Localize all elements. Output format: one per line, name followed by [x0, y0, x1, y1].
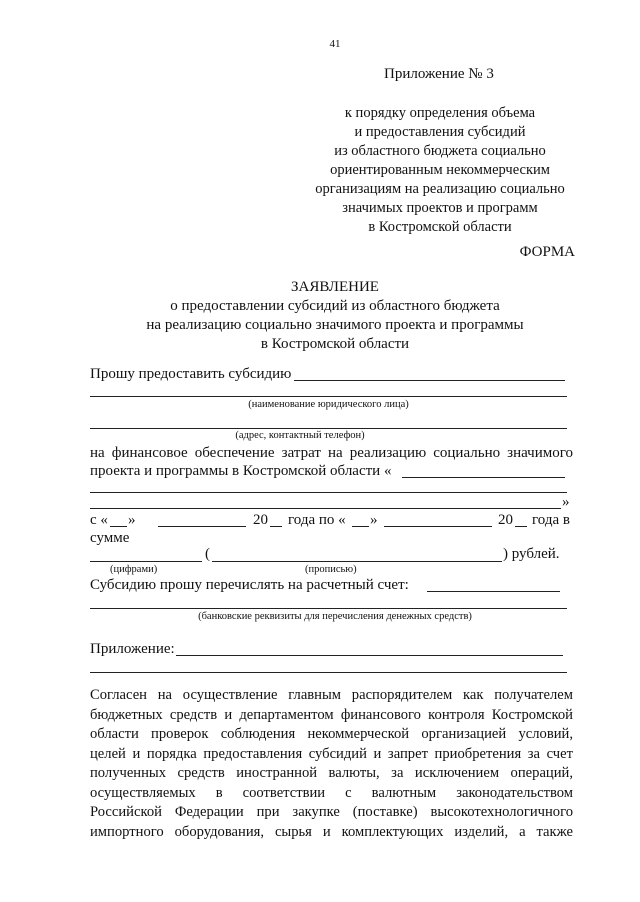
- account-label: Субсидию прошу перечислять на расчетный счет:: [90, 577, 409, 593]
- org-caption: (наименование юридического лица): [248, 399, 409, 410]
- amount-words-field[interactable]: [212, 561, 502, 562]
- page-number: 41: [329, 38, 341, 50]
- date-to-month-field[interactable]: [384, 526, 492, 527]
- bank-caption: (банковские реквизиты для перечисления денежных средств): [198, 611, 472, 622]
- attachment-label: Приложение:: [90, 641, 175, 657]
- appendix-line: организациям на реализацию социально: [315, 181, 565, 197]
- attachment-field[interactable]: [176, 655, 563, 656]
- year-prefix-1: 20: [253, 512, 268, 528]
- title-heading: ЗАЯВЛЕНИЕ: [291, 279, 379, 295]
- consent-line: Российской Федерации при закупке (поставке) высокотехнологичного: [90, 804, 573, 820]
- appendix-subtitle: [300, 104, 580, 237]
- date-from-start: с «: [90, 512, 108, 528]
- date-to-year-field[interactable]: [515, 526, 527, 527]
- appendix-line: в Костромской области: [368, 219, 512, 235]
- address-field[interactable]: [90, 428, 567, 429]
- close-quote: »: [562, 494, 570, 510]
- appendix-line: ориентированным некоммерческим: [330, 162, 550, 178]
- project-name-field[interactable]: [402, 477, 565, 478]
- request-label: Прошу предоставить субсидию: [90, 366, 292, 382]
- consent-line: целей и порядка предоставления субсидий и запрет приобретения за счет: [90, 745, 573, 762]
- date-from-day-field[interactable]: [110, 526, 127, 527]
- amount-close: ) рублей.: [503, 546, 560, 562]
- consent-line: осуществляемых в соответствии с валютным законодательством: [90, 784, 573, 801]
- date-to-day-field[interactable]: [352, 526, 369, 527]
- appendix-line: значимых проектов и программ: [342, 200, 538, 216]
- digits-caption: (цифрами): [110, 564, 158, 575]
- date-from-month-field[interactable]: [158, 526, 246, 527]
- words-caption: (прописью): [305, 564, 357, 575]
- address-caption: (адрес, контактный телефон): [235, 430, 365, 441]
- consent-paragraph: [90, 686, 573, 842]
- form-label: ФОРМА: [519, 244, 575, 260]
- appendix-title: Приложение № 3: [384, 66, 494, 82]
- date-to-end: »: [370, 512, 378, 528]
- title-line: в Костромской области: [260, 336, 410, 352]
- consent-line: Согласен на осуществление главным распорядителем как получателем: [90, 687, 573, 703]
- account-field-line2[interactable]: [90, 608, 567, 609]
- org-name-field-line2[interactable]: [90, 396, 567, 397]
- project-name-field-line2[interactable]: [90, 492, 567, 493]
- org-name-field[interactable]: [294, 380, 565, 381]
- consent-line: импортного оборудования, сырья и комплектующих изделий, а также: [90, 823, 573, 840]
- purpose-line-2: проекта и программы в Костромской области «: [90, 463, 392, 479]
- appendix-line: из областного бюджета социально: [334, 143, 546, 159]
- consent-line: бюджетных средств и департаментом финансового контроля Костромской: [90, 706, 573, 723]
- title-line: о предоставлении субсидий из областного бюджета: [170, 298, 500, 314]
- date-to-suffix: года в: [532, 512, 570, 528]
- amount-open-paren: (: [205, 546, 210, 562]
- consent-line: области проверок соблюдения некоммерческой организацией условий,: [90, 726, 573, 742]
- purpose-line-1: на финансовое обеспечение затрат на реализацию социально значимого: [90, 445, 573, 461]
- document-title: [0, 278, 640, 354]
- appendix-line: и предоставления субсидий: [354, 124, 526, 140]
- title-line: на реализацию социально значимого проекта и программы: [146, 317, 524, 333]
- appendix-line: к порядку определения объема: [344, 105, 536, 121]
- date-from-year-field[interactable]: [270, 526, 282, 527]
- consent-line: полученных средств иностранной валюты, за исключением операций,: [90, 765, 573, 781]
- year-prefix-2: 20: [498, 512, 513, 528]
- account-field[interactable]: [427, 591, 560, 592]
- date-to-label: года по «: [288, 512, 346, 528]
- attachment-field-line2[interactable]: [90, 672, 567, 673]
- amount-label: сумме: [90, 530, 130, 546]
- date-from-end: »: [128, 512, 136, 528]
- amount-digits-field[interactable]: [90, 561, 202, 562]
- project-name-field-line3[interactable]: [90, 508, 561, 509]
